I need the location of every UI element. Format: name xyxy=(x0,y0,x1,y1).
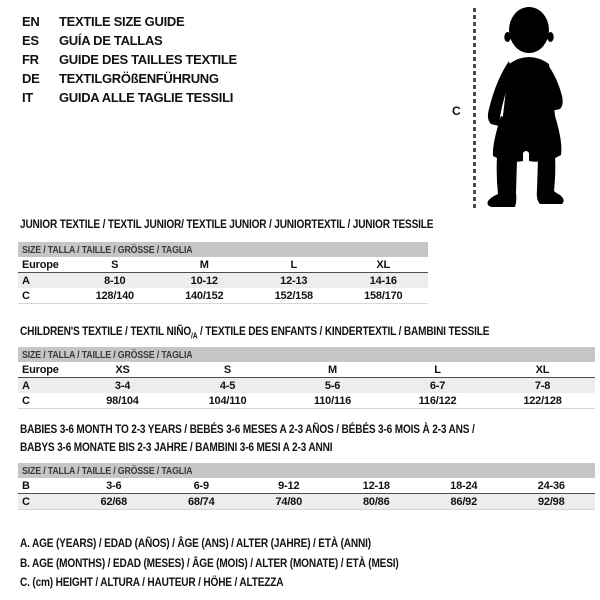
legend-text: C. (cm) HEIGHT / ALTURA / HAUTEUR / HÖHE / ALTEZZA xyxy=(20,575,284,589)
value-cell: 5-6 xyxy=(280,378,385,394)
lang-row-es xyxy=(22,31,237,50)
table-row xyxy=(18,288,428,304)
size-header-text: SIZE / TALLA / TAILLE / GRÖSSE / TAGLIA xyxy=(22,348,193,361)
value-cell: 9-12 xyxy=(245,478,333,494)
legend-line-c xyxy=(20,573,471,593)
height-measure-label: C xyxy=(452,104,461,118)
babies-size-table xyxy=(18,463,595,510)
table-title-segment: JUNIOR TEXTILE / TEXTIL JUNIOR/ TEXTILE JUNIOR / JUNIORTEXTIL / JUNIOR TESSILE xyxy=(20,217,434,231)
value-cell: 10-12 xyxy=(160,273,250,289)
value-cell: 24-36 xyxy=(508,478,596,494)
lang-code: FR xyxy=(22,52,39,67)
value-cell: S xyxy=(70,257,160,273)
value-cell: 122/128 xyxy=(490,393,595,409)
lang-code: ES xyxy=(22,33,39,48)
value-cell: 7-8 xyxy=(490,378,595,394)
legend-line-b xyxy=(20,554,471,574)
baby-silhouette-icon xyxy=(478,4,598,214)
value-cell: M xyxy=(280,362,385,378)
table-row xyxy=(18,478,595,494)
table-title-segment: CHILDREN'S TEXTILE / TEXTIL NIÑO xyxy=(20,324,192,338)
lang-title: GUIDE DES TAILLES TEXTILE xyxy=(59,52,237,67)
lang-row-de xyxy=(22,69,237,88)
value-cell: 68/74 xyxy=(158,494,246,510)
value-cell: 92/98 xyxy=(508,494,596,510)
value-cell: 152/158 xyxy=(249,288,339,304)
value-cell: L xyxy=(385,362,490,378)
row-label-cell: C xyxy=(18,288,70,304)
size-header-row xyxy=(18,242,428,257)
junior-size-table xyxy=(18,242,428,304)
row-label-cell: B xyxy=(18,478,70,494)
children-size-table xyxy=(18,347,595,409)
lang-title: TEXTILE SIZE GUIDE xyxy=(59,14,185,29)
table-row xyxy=(18,378,595,394)
size-header-row xyxy=(18,463,595,478)
size-header-cell xyxy=(18,347,595,362)
row-label-cell: Europe xyxy=(18,257,70,273)
lang-title: TEXTILGRÖßENFÜHRUNG xyxy=(59,71,219,86)
table-row xyxy=(18,393,595,409)
value-cell: XL xyxy=(490,362,595,378)
value-cell: 3-4 xyxy=(70,378,175,394)
value-cell: 6-9 xyxy=(158,478,246,494)
value-cell: 62/68 xyxy=(70,494,158,510)
value-cell: XS xyxy=(70,362,175,378)
value-cell: XL xyxy=(339,257,429,273)
legend-text: A. AGE (YEARS) / EDAD (AÑOS) / ÂGE (ANS) / ALTER (JAHRE) / ETÀ (ANNI) xyxy=(20,536,371,550)
value-cell: 104/110 xyxy=(175,393,280,409)
size-header-text: SIZE / TALLA / TAILLE / GRÖSSE / TAGLIA xyxy=(22,464,193,477)
table-row xyxy=(18,257,428,273)
size-header-cell xyxy=(18,242,428,257)
value-cell: 8-10 xyxy=(70,273,160,289)
lang-title: GUIDA ALLE TAGLIE TESSILI xyxy=(59,90,234,105)
value-cell: L xyxy=(249,257,339,273)
value-cell: 3-6 xyxy=(70,478,158,494)
table-title-children xyxy=(20,322,579,340)
size-header-text: SIZE / TALLA / TAILLE / GRÖSSE / TAGLIA xyxy=(22,243,193,256)
table-title-segment: BABYS 3-6 MONATE BIS 2-3 JAHRE / BAMBINI 3-6 MESI A 2-3 ANNI xyxy=(20,440,333,454)
table-title-babies xyxy=(20,420,561,456)
legend-line-a xyxy=(20,534,471,554)
value-cell: 4-5 xyxy=(175,378,280,394)
value-cell: 80/86 xyxy=(333,494,421,510)
lang-title: GUÍA DE TALLAS xyxy=(59,33,163,48)
value-cell: 18-24 xyxy=(420,478,508,494)
value-cell: 158/170 xyxy=(339,288,429,304)
lang-code: EN xyxy=(22,14,40,29)
row-label-cell: C xyxy=(18,494,70,510)
value-cell: 14-16 xyxy=(339,273,429,289)
size-header-cell xyxy=(18,463,595,478)
row-label-cell: Europe xyxy=(18,362,70,378)
value-cell: 116/122 xyxy=(385,393,490,409)
table-row xyxy=(18,273,428,289)
language-title-list xyxy=(22,12,237,107)
value-cell: 86/92 xyxy=(420,494,508,510)
value-cell: M xyxy=(160,257,250,273)
lang-row-fr xyxy=(22,50,237,69)
table-title-segment: BABIES 3-6 MONTH TO 2-3 YEARS / BEBÉS 3-6 MESES A 2-3 AÑOS / BÉBÉS 3-6 MOIS À 2-3 ANS / xyxy=(20,422,475,436)
row-label-cell: A xyxy=(18,378,70,394)
value-cell: 74/80 xyxy=(245,494,333,510)
value-cell: 128/140 xyxy=(70,288,160,304)
value-cell: 110/116 xyxy=(280,393,385,409)
value-cell: 12-13 xyxy=(249,273,339,289)
value-cell: 98/104 xyxy=(70,393,175,409)
table-title-segment: / TEXTILE DES ENFANTS / KINDERTEXTIL / BAMBINI TESSILE xyxy=(197,324,490,338)
legend-text: B. AGE (MONTHS) / EDAD (MESES) / ÂGE (MOIS) / ALTER (MONATE) / ETÀ (MESI) xyxy=(20,555,399,570)
table-title-segment: /A xyxy=(191,331,198,341)
value-cell: S xyxy=(175,362,280,378)
height-measure-line xyxy=(473,8,476,211)
table-row xyxy=(18,494,595,510)
row-label-cell: A xyxy=(18,273,70,289)
table-title-junior xyxy=(20,215,512,233)
lang-code: IT xyxy=(22,90,33,105)
size-header-row xyxy=(18,347,595,362)
table-row xyxy=(18,362,595,378)
measurement-legend xyxy=(20,534,471,593)
value-cell: 12-18 xyxy=(333,478,421,494)
value-cell: 6-7 xyxy=(385,378,490,394)
lang-row-en xyxy=(22,12,237,31)
row-label-cell: C xyxy=(18,393,70,409)
lang-code: DE xyxy=(22,71,40,86)
lang-row-it xyxy=(22,88,237,107)
value-cell: 140/152 xyxy=(160,288,250,304)
